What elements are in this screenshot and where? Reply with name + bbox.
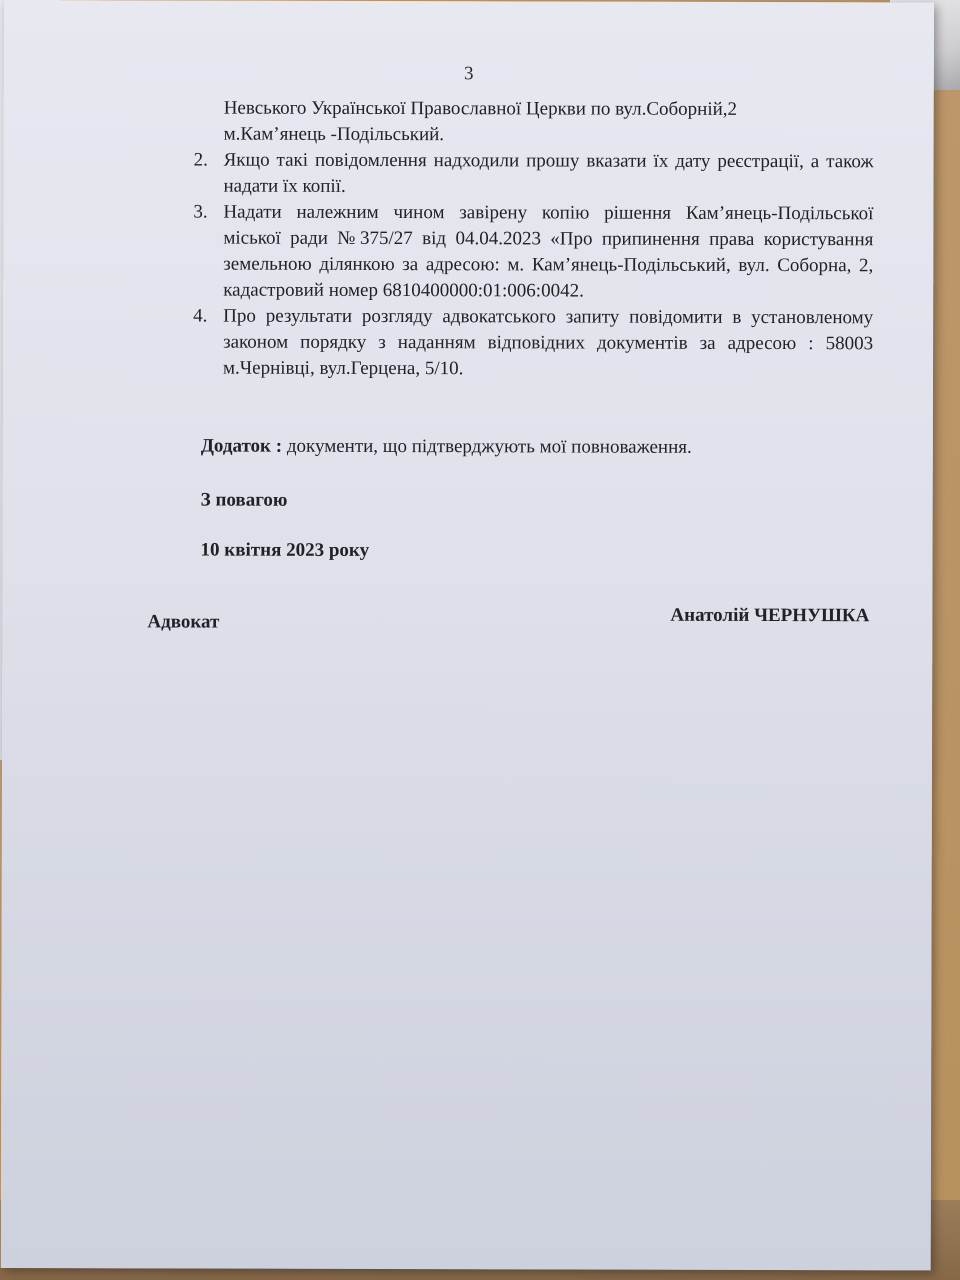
attachment-line bbox=[201, 434, 873, 462]
continuation-line-1: Невського Української Православної Церкви по вул.Соборній,2 bbox=[223, 97, 738, 120]
document-date: 10 квітня 2023 року bbox=[200, 539, 370, 561]
list-item-number: 2. bbox=[193, 149, 208, 171]
list-item-text: Якщо такі повідомлення надходили прошу вказати їх дату реєстрації, а також надати їх копії. bbox=[223, 149, 874, 197]
page-number: 3 bbox=[464, 63, 474, 85]
request-list bbox=[183, 147, 874, 383]
list-item-text: Надати належним чином завірену копію рішення Кам’янець-Подільської міської ради №375/27 від 04.04.2023 «Про припинення права користування земельною ділянкою за адресою: м. Кам’янець-Подільський, вул. Соборна, 2, кадастровий номер 6810400000:01:006:0042. bbox=[223, 201, 874, 302]
list-item bbox=[183, 199, 873, 305]
list-item-number: 4. bbox=[193, 305, 208, 327]
signer-name: Анатолій ЧЕРНУШКА bbox=[670, 604, 870, 627]
document-sheet bbox=[1, 0, 934, 1270]
document-body bbox=[183, 95, 874, 565]
list-item-number: 3. bbox=[193, 201, 208, 223]
continuation-line-2: м.Кам’янець -Подільський. bbox=[223, 123, 445, 146]
signer-role: Адвокат bbox=[147, 611, 220, 633]
list-item-text: Про результати розгляду адвокатського запиту повідомити в установленому законом порядку з наданням відповідних документів за адресою : 58003 м.Чернівці, вул.Герцена, 5/10. bbox=[223, 305, 874, 380]
list-item bbox=[183, 147, 873, 201]
attachment-label: Додаток : bbox=[200, 435, 283, 457]
attachment-text: документи, що підтверджують мої повноваження. bbox=[286, 435, 692, 458]
list-item bbox=[183, 303, 873, 383]
signature-block bbox=[147, 603, 870, 633]
closing-regards: З повагою bbox=[200, 489, 288, 511]
